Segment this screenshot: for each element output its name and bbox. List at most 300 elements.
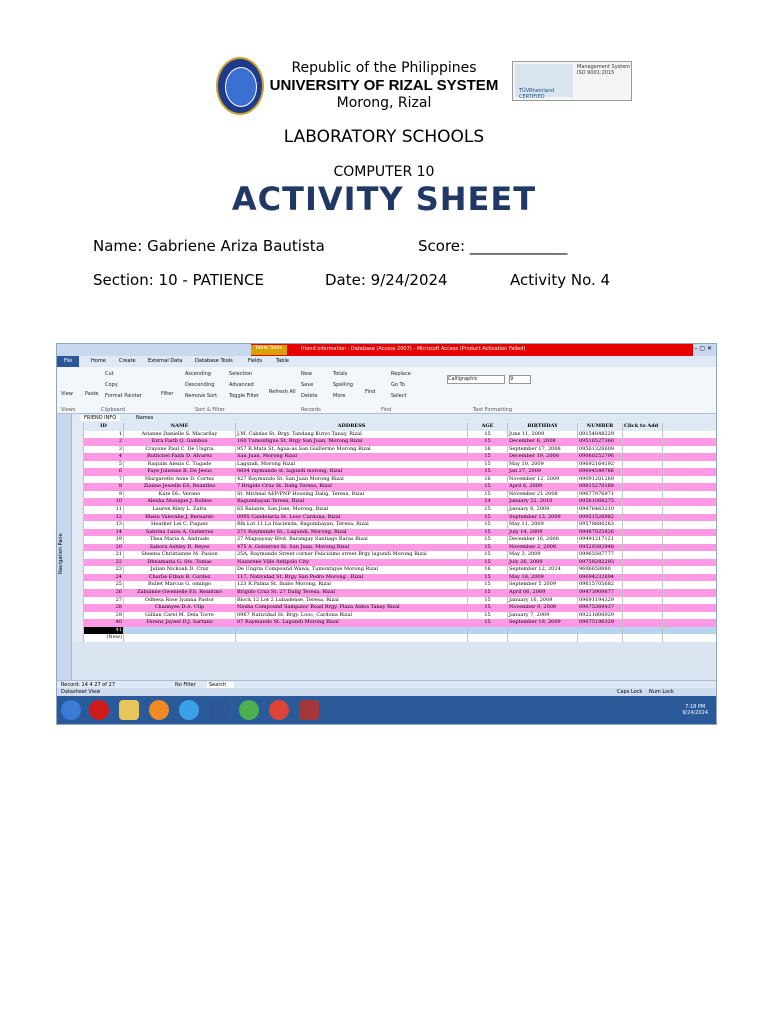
cell-click-to-add[interactable] <box>623 559 663 567</box>
row-selector[interactable] <box>72 514 84 522</box>
cell-birthday[interactable]: December 6, 2008 <box>508 438 578 446</box>
cell-birthday[interactable]: January 6, 2009 <box>508 506 578 514</box>
cell-id[interactable]: 13 <box>84 521 124 529</box>
cell-birthday[interactable]: November 2, 2008 <box>508 544 578 552</box>
row-selector[interactable] <box>72 506 84 514</box>
cell-number[interactable]: 09487025826 <box>578 529 623 537</box>
row-selector[interactable] <box>72 438 84 446</box>
cell-click-to-add[interactable] <box>623 483 663 491</box>
row-selector[interactable] <box>72 491 84 499</box>
cell-number[interactable]: 09561066275 <box>578 498 623 506</box>
cell-id[interactable]: 1 <box>84 431 124 439</box>
cell-address[interactable]: Block 12 Lot 2 Lubadense, Teresa, Rizal <box>236 597 468 605</box>
table-row[interactable] <box>72 506 716 514</box>
cell-address[interactable]: 25A, Raymundo Street corner Felicisimo street Brgy lagundi Morong Rizal <box>236 551 468 559</box>
cell-address[interactable]: 0995 Candelaria St. Looc Cardona, Rizal <box>236 514 468 522</box>
table-row[interactable] <box>72 514 716 522</box>
cell-number[interactable]: 09965587777 <box>578 551 623 559</box>
cell-birthday[interactable]: December 19, 2008 <box>508 453 578 461</box>
cell-empty[interactable] <box>623 627 663 635</box>
cell-name[interactable]: Charlie Ethan B. Cordez <box>124 574 236 582</box>
cell-number[interactable]: 09221800029 <box>578 612 623 620</box>
table-row[interactable] <box>72 491 716 499</box>
tab-database-tools[interactable]: Database Tools <box>195 358 233 364</box>
cell-address[interactable]: Lagundi, Morong Rizal <box>236 461 468 469</box>
cell-address[interactable]: Nexha Compound Sampaloc Road Brgy. Plaza Aldea Tanay Rizal <box>236 604 468 612</box>
table-row[interactable] <box>72 521 716 529</box>
table-row[interactable] <box>72 468 716 476</box>
cell-number[interactable]: 09491217121 <box>578 536 623 544</box>
descending-button[interactable]: Descending <box>185 382 215 388</box>
cell-birthday[interactable]: September 19, 2009 <box>508 619 578 627</box>
table-row[interactable] <box>72 431 716 439</box>
row-selector[interactable] <box>72 566 84 574</box>
table-row[interactable] <box>72 529 716 537</box>
cell-name[interactable]: Gillian Carel M. Dela Torre <box>124 612 236 620</box>
cell-age[interactable]: 15 <box>468 574 508 582</box>
row-selector[interactable] <box>72 604 84 612</box>
opera-icon[interactable] <box>89 700 109 720</box>
cell-address[interactable]: 427 Raymundo St. San Juan Morong Rizal <box>236 476 468 484</box>
cell-name[interactable]: Sabrina Luisa A. Gutierrez <box>124 529 236 537</box>
cell-number[interactable]: 09060252796 <box>578 453 623 461</box>
row-selector[interactable] <box>72 521 84 529</box>
cell-age[interactable]: 15 <box>468 536 508 544</box>
cell-address[interactable]: St. Micheal AFP/PNP Housing Dalig, Teresa, Rizal <box>236 491 468 499</box>
col-name[interactable]: NAME <box>124 423 236 431</box>
view-button[interactable]: View <box>61 391 73 397</box>
cell-id[interactable]: 23 <box>84 566 124 574</box>
cell-age[interactable]: 16 <box>468 476 508 484</box>
chrome-icon[interactable] <box>239 700 259 720</box>
copy-button[interactable]: Copy <box>105 382 118 388</box>
cell-address[interactable]: De Ungria Compound Wawa, Tumontigue Morong Rizal <box>236 566 468 574</box>
row-selector[interactable] <box>72 453 84 461</box>
cell-id[interactable]: 6 <box>84 468 124 476</box>
cell-birthday[interactable]: September 5 2009 <box>508 581 578 589</box>
cell-id[interactable]: 41 <box>84 627 124 635</box>
cell-empty[interactable] <box>508 627 578 635</box>
cell-empty[interactable] <box>468 627 508 635</box>
cell-number[interactable]: 9606658880 <box>578 566 623 574</box>
paste-button[interactable]: Paste <box>85 391 99 397</box>
totals-button[interactable]: Totals <box>333 371 348 377</box>
cell-birthday[interactable]: June 11, 2009 <box>508 431 578 439</box>
cell-age[interactable]: 15 <box>468 551 508 559</box>
cell-name[interactable]: Heather Lei C. Paquez <box>124 521 236 529</box>
cell-age[interactable]: 15 <box>468 468 508 476</box>
font-size-select[interactable]: 9 <box>509 375 531 384</box>
selection-button[interactable]: Selection <box>229 371 253 377</box>
cell-number[interactable]: 09476463210 <box>578 506 623 514</box>
cell-number[interactable]: 09154848229 <box>578 431 623 439</box>
cell-id[interactable]: 26 <box>84 589 124 597</box>
cell-number[interactable]: 09692164192 <box>578 461 623 469</box>
cell-address[interactable]: 65 Balante, San Jose, Morong, Rizal <box>236 506 468 514</box>
row-selector[interactable] <box>72 612 84 620</box>
cut-button[interactable]: Cut <box>105 371 114 377</box>
cell-number[interactable]: 09091201269 <box>578 476 623 484</box>
cell-name[interactable]: Ferenz Jaynel D.J. Sartano <box>124 619 236 627</box>
refresh-all-button[interactable]: Refresh All <box>269 389 296 395</box>
cell-address[interactable]: 0604 raymundo st. lagundi morong, Rizal <box>236 468 468 476</box>
cell-id[interactable]: 40 <box>84 619 124 627</box>
cell-birthday[interactable]: September 12, 2024 <box>508 566 578 574</box>
cell-age[interactable]: 15 <box>468 431 508 439</box>
cell-click-to-add[interactable] <box>623 574 663 582</box>
tab-home[interactable]: Home <box>91 358 106 364</box>
cell-click-to-add[interactable] <box>623 529 663 537</box>
cell-name[interactable]: Faye Julienne B. De Jesus <box>124 468 236 476</box>
cell-name[interactable]: Odhesa Rose Iyanna Pastor <box>124 597 236 605</box>
cell-age[interactable]: 15 <box>468 438 508 446</box>
cell-id[interactable]: 24 <box>84 574 124 582</box>
cell-birthday[interactable]: May 10, 2009 <box>508 461 578 469</box>
remove-sort-button[interactable]: Remove Sort <box>185 393 218 399</box>
cell-click-to-add[interactable] <box>623 536 663 544</box>
font-name-select[interactable]: Calligraphic <box>447 375 505 384</box>
cell-address[interactable]: Brigido Cruz St. 27 Dalig Teresa, Rizal <box>236 589 468 597</box>
cell-click-to-add[interactable] <box>623 589 663 597</box>
cell-address[interactable]: 475 A. Gutierrez St. San Juan, Morong Rizal <box>236 544 468 552</box>
cell-age[interactable]: 15 <box>468 483 508 491</box>
table-row[interactable] <box>72 619 716 627</box>
cell-id[interactable]: 11 <box>84 506 124 514</box>
cell-birthday[interactable]: December 16, 2008 <box>508 536 578 544</box>
table-row[interactable] <box>72 476 716 484</box>
file-explorer-icon[interactable] <box>119 700 139 720</box>
cell-birthday[interactable]: September 13, 2009 <box>508 514 578 522</box>
row-selector[interactable] <box>72 468 84 476</box>
search-box[interactable]: Search <box>207 682 234 688</box>
table-row[interactable] <box>72 612 716 620</box>
toggle-filter-button[interactable]: Toggle Filter <box>229 393 260 399</box>
cell-id[interactable]: 29 <box>84 612 124 620</box>
cell-id[interactable]: 12 <box>84 514 124 522</box>
cell-number[interactable]: 09694232694 <box>578 574 623 582</box>
word-icon[interactable] <box>209 700 229 720</box>
cell-birthday[interactable]: November 9, 2008 <box>508 604 578 612</box>
cell-number[interactable]: 09675369437 <box>578 604 623 612</box>
cell-click-to-add[interactable] <box>623 597 663 605</box>
row-selector[interactable] <box>72 551 84 559</box>
cell-address[interactable]: J.M. Cabdas St. Brgy. Tandang Kutyo Tanay, Rizal <box>236 431 468 439</box>
table-row[interactable] <box>72 574 716 582</box>
cell-age[interactable]: 15 <box>468 581 508 589</box>
select-button[interactable]: Select <box>391 393 407 399</box>
cell-id[interactable]: 25 <box>84 581 124 589</box>
cell-age[interactable]: 15 <box>468 604 508 612</box>
cell-number[interactable]: 09561326609 <box>578 446 623 454</box>
record-position[interactable]: Record: 14 4 27 of 27 <box>61 682 115 688</box>
format-painter-button[interactable]: Format Painter <box>105 393 142 399</box>
cell-birthday[interactable]: May 3, 2009 <box>508 551 578 559</box>
cell-click-to-add[interactable] <box>623 566 663 574</box>
window-controls[interactable]: – ▢ ✕ <box>694 345 712 352</box>
replace-button[interactable]: Replace <box>391 371 411 377</box>
cell-age[interactable]: 15 <box>468 491 508 499</box>
cell-age[interactable]: 15 <box>468 597 508 605</box>
table-row[interactable] <box>72 544 716 552</box>
cell-address[interactable]: Bagumbayan Teresa, Rizal <box>236 498 468 506</box>
row-selector[interactable] <box>72 589 84 597</box>
cell-number[interactable]: 09951526982 <box>578 514 623 522</box>
cell-id[interactable]: 9 <box>84 491 124 499</box>
cell-name[interactable]: Ezra Faith Q. Gamboa <box>124 438 236 446</box>
table-row-new[interactable] <box>72 634 716 642</box>
cell-age[interactable]: 15 <box>468 521 508 529</box>
cell-name[interactable]: Arianne Danielle S. Macarilay <box>124 431 236 439</box>
cell-number[interactable]: 09691194329 <box>578 597 623 605</box>
cell-age[interactable]: 16 <box>468 446 508 454</box>
cell-address[interactable]: Blk Lot 11 La Hacienda, Bagumbayan, Teresa, Rizal <box>236 521 468 529</box>
cell-click-to-add[interactable] <box>623 453 663 461</box>
cell-id[interactable]: 5 <box>84 461 124 469</box>
cell-click-to-add[interactable] <box>623 438 663 446</box>
cell-address[interactable]: 27 Magsaysay Blvd. Barangay Santiago Baras Rizal <box>236 536 468 544</box>
cell-click-to-add[interactable] <box>623 498 663 506</box>
cell-number[interactable]: 09615705682 <box>578 581 623 589</box>
cell-empty[interactable] <box>236 634 468 642</box>
cell-number[interactable]: 09516527360 <box>578 438 623 446</box>
table-row-current[interactable] <box>72 627 716 635</box>
table-row[interactable] <box>72 483 716 491</box>
cell-birthday[interactable]: November 12, 2009 <box>508 476 578 484</box>
cell-name[interactable]: Bullet Marcus G. omingo <box>124 581 236 589</box>
table-row[interactable] <box>72 498 716 506</box>
col-click-to-add[interactable]: Click to Add <box>623 423 663 431</box>
filter-button[interactable]: Filter <box>161 391 174 397</box>
col-address[interactable]: ADDRESS <box>236 423 468 431</box>
cell-age[interactable]: 15 <box>468 612 508 620</box>
cell-name[interactable]: Zianne Jewelle ES. Reantino <box>124 483 236 491</box>
media-player-icon[interactable] <box>149 700 169 720</box>
cell-address[interactable]: 117, Natividad St. Brgy San Pedro Morong , Rizal <box>236 574 468 582</box>
table-row[interactable] <box>72 566 716 574</box>
table-row[interactable] <box>72 438 716 446</box>
cell-number[interactable]: 09473909677 <box>578 589 623 597</box>
cell-click-to-add[interactable] <box>623 468 663 476</box>
cell-name[interactable]: Alexha Monique J. Robles <box>124 498 236 506</box>
col-number[interactable]: NUMBER <box>578 423 623 431</box>
tab-create[interactable]: Create <box>119 358 136 364</box>
cell-age[interactable]: 15 <box>468 461 508 469</box>
cell-birthday[interactable]: May 11, 2009 <box>508 521 578 529</box>
cell-id[interactable]: 8 <box>84 483 124 491</box>
cell-name[interactable]: Rhein Valerahe J. Bernardo <box>124 514 236 522</box>
col-id[interactable]: ID <box>84 423 124 431</box>
cell-click-to-add[interactable] <box>623 476 663 484</box>
table-row[interactable] <box>72 453 716 461</box>
cell-birthday[interactable]: May 18, 2009 <box>508 574 578 582</box>
row-selector[interactable] <box>72 498 84 506</box>
cell-click-to-add[interactable] <box>623 544 663 552</box>
cell-age[interactable]: 15 <box>468 529 508 537</box>
cell-id[interactable]: 19 <box>84 536 124 544</box>
spelling-button[interactable]: Spelling <box>333 382 353 388</box>
cell-birthday[interactable]: July 14, 2009 <box>508 529 578 537</box>
cell-click-to-add[interactable] <box>623 619 663 627</box>
table-row[interactable] <box>72 536 716 544</box>
cell-empty[interactable] <box>468 634 508 642</box>
tab-table[interactable]: Table <box>276 358 289 364</box>
table-row[interactable] <box>72 597 716 605</box>
cell-empty[interactable] <box>124 634 236 642</box>
cell-address[interactable]: 271 Raymundo St., Lagundi, Morong, Rizal <box>236 529 468 537</box>
cell-address[interactable]: 957 R.Mata St. Agua-as San Guillermo Morong Rizal <box>236 446 468 454</box>
start-button-icon[interactable] <box>61 700 81 720</box>
row-selector[interactable] <box>72 544 84 552</box>
cell-name[interactable]: Sabora Ashley D. Reyes <box>124 544 236 552</box>
cell-id[interactable]: 28 <box>84 604 124 612</box>
cell-address[interactable]: San Juan, Morong Rizal <box>236 453 468 461</box>
row-selector[interactable] <box>72 446 84 454</box>
row-selector[interactable] <box>72 574 84 582</box>
row-selector[interactable] <box>72 627 84 635</box>
cell-name[interactable]: Thea Maria A. Andrade <box>124 536 236 544</box>
access-icon[interactable] <box>299 700 319 720</box>
tab-fields[interactable]: Fields <box>248 358 263 364</box>
cell-age[interactable]: 15 <box>468 514 508 522</box>
cell-birthday[interactable]: July 26, 2009 <box>508 559 578 567</box>
row-selector[interactable] <box>72 597 84 605</box>
row-selector[interactable] <box>72 619 84 627</box>
cell-address[interactable]: 123 R.Palma St. Ibabo Morong, Rizal <box>236 581 468 589</box>
cell-address[interactable]: 160 Tumontigue St. Brgy San Juan, Morong Rizal <box>236 438 468 446</box>
row-selector[interactable] <box>72 536 84 544</box>
cell-id[interactable]: 10 <box>84 498 124 506</box>
col-birthday[interactable]: BIRTHDAY <box>508 423 578 431</box>
cell-address[interactable]: 7 Brigido Cruz St. Dalig Teresa, Rizal <box>236 483 468 491</box>
cell-id[interactable]: 4 <box>84 453 124 461</box>
cell-click-to-add[interactable] <box>623 514 663 522</box>
cell-name[interactable]: Ruthchel Faith D. Alvarez <box>124 453 236 461</box>
goto-button[interactable]: Go To <box>391 382 405 388</box>
cell-empty[interactable] <box>578 634 623 642</box>
cell-number[interactable]: 09520382948 <box>578 544 623 552</box>
table-row[interactable] <box>72 446 716 454</box>
cell-address[interactable]: Nazarene Ville Antipolo City <box>236 559 468 567</box>
table-row[interactable] <box>72 604 716 612</box>
row-selector[interactable] <box>72 483 84 491</box>
cell-click-to-add[interactable] <box>623 551 663 559</box>
cell-click-to-add[interactable] <box>623 431 663 439</box>
row-selector[interactable] <box>72 431 84 439</box>
cell-click-to-add[interactable] <box>623 461 663 469</box>
no-filter-indicator[interactable]: No Filter <box>175 682 196 688</box>
cell-age[interactable]: 15 <box>468 453 508 461</box>
cell-birthday[interactable]: November 21 2008 <box>508 491 578 499</box>
more-button[interactable]: More <box>333 393 346 399</box>
cell-click-to-add[interactable] <box>623 446 663 454</box>
cell-id[interactable]: 20 <box>84 544 124 552</box>
cell-click-to-add[interactable] <box>623 604 663 612</box>
row-selector[interactable] <box>72 529 84 537</box>
cell-age[interactable]: 15 <box>468 619 508 627</box>
save-record-button[interactable]: Save <box>301 382 314 388</box>
tab-friend-info[interactable]: FRIEND INFO <box>80 415 120 421</box>
new-record-button[interactable]: New <box>301 371 312 377</box>
cell-name[interactable]: Crayone Paul C. De Ungria <box>124 446 236 454</box>
tab-names[interactable]: Names <box>136 415 154 421</box>
cell-number[interactable]: 09694549766 <box>578 468 623 476</box>
taskbar-clock[interactable]: 7:18 PM 9/24/2024 <box>682 704 708 716</box>
cell-empty[interactable] <box>508 634 578 642</box>
table-row[interactable] <box>72 559 716 567</box>
cell-click-to-add[interactable] <box>623 491 663 499</box>
row-selector[interactable] <box>72 581 84 589</box>
cell-empty[interactable] <box>124 627 236 635</box>
cell-name[interactable]: Zabianne Gwenielle ES. Reantino <box>124 589 236 597</box>
cell-name[interactable]: Dhnamaria G. Sto. Tomas <box>124 559 236 567</box>
cell-birthday[interactable]: Jan 27, 2009 <box>508 468 578 476</box>
cell-id[interactable]: 21 <box>84 551 124 559</box>
cell-click-to-add[interactable] <box>623 612 663 620</box>
cell-id[interactable]: 14 <box>84 529 124 537</box>
cell-name[interactable]: Kate DL. Verano <box>124 491 236 499</box>
tab-file[interactable]: File <box>57 356 79 367</box>
cell-click-to-add[interactable] <box>623 581 663 589</box>
table-row[interactable] <box>72 461 716 469</box>
cell-birthday[interactable]: January 22, 2010 <box>508 498 578 506</box>
cell-number[interactable]: 09677976971 <box>578 491 623 499</box>
advanced-button[interactable]: Advanced <box>229 382 254 388</box>
cell-age[interactable]: 15 <box>468 506 508 514</box>
cell-empty[interactable] <box>236 627 468 635</box>
cell-id[interactable]: 27 <box>84 597 124 605</box>
delete-record-button[interactable]: Delete <box>301 393 318 399</box>
cell-id[interactable]: 2 <box>84 438 124 446</box>
table-row[interactable] <box>72 589 716 597</box>
sync-icon[interactable] <box>179 700 199 720</box>
tab-external-data[interactable]: External Data <box>148 358 183 364</box>
table-row[interactable] <box>72 581 716 589</box>
cell-click-to-add[interactable] <box>623 506 663 514</box>
col-age[interactable]: AGE <box>468 423 508 431</box>
cell-age[interactable]: 14 <box>468 498 508 506</box>
cell-birthday[interactable]: September 17, 2008 <box>508 446 578 454</box>
cell-number[interactable]: 09815270188 <box>578 483 623 491</box>
cell-age[interactable]: 15 <box>468 544 508 552</box>
cell-id[interactable]: 22 <box>84 559 124 567</box>
cell-empty[interactable] <box>578 627 623 635</box>
cell-age[interactable]: 16 <box>468 566 508 574</box>
cell-empty[interactable] <box>623 634 663 642</box>
cell-address[interactable]: 07 Raymundo St. Lagundi Morong Rizal <box>236 619 468 627</box>
cell-id[interactable]: 7 <box>84 476 124 484</box>
navigation-pane[interactable]: Navigation Pane <box>57 414 72 684</box>
cell-name[interactable]: Margarette Anne D. Cortez <box>124 476 236 484</box>
table-row[interactable] <box>72 551 716 559</box>
row-selector[interactable] <box>72 559 84 567</box>
cell-click-to-add[interactable] <box>623 521 663 529</box>
find-button[interactable]: Find <box>365 389 376 395</box>
row-selector[interactable] <box>72 461 84 469</box>
cell-birthday[interactable]: April 6, 2009 <box>508 483 578 491</box>
cell-age[interactable]: 15 <box>468 589 508 597</box>
chrome-icon-2[interactable] <box>269 700 289 720</box>
cell-name[interactable]: Raquim Alexis C. Tugade <box>124 461 236 469</box>
cell-age[interactable]: 15 <box>468 559 508 567</box>
cell-birthday[interactable]: January 16, 2009 <box>508 597 578 605</box>
cell-number[interactable]: 09758282293 <box>578 559 623 567</box>
cell-number[interactable]: 09675196329 <box>578 619 623 627</box>
cell-birthday[interactable]: January 7, 2009 <box>508 612 578 620</box>
row-selector[interactable] <box>72 476 84 484</box>
cell-new[interactable]: (New) <box>84 634 124 642</box>
cell-address[interactable]: 0967 Natividad St. Brgy. Looc, Cardona Rizal <box>236 612 468 620</box>
cell-name[interactable]: Julian Nickoah D. Cruz <box>124 566 236 574</box>
